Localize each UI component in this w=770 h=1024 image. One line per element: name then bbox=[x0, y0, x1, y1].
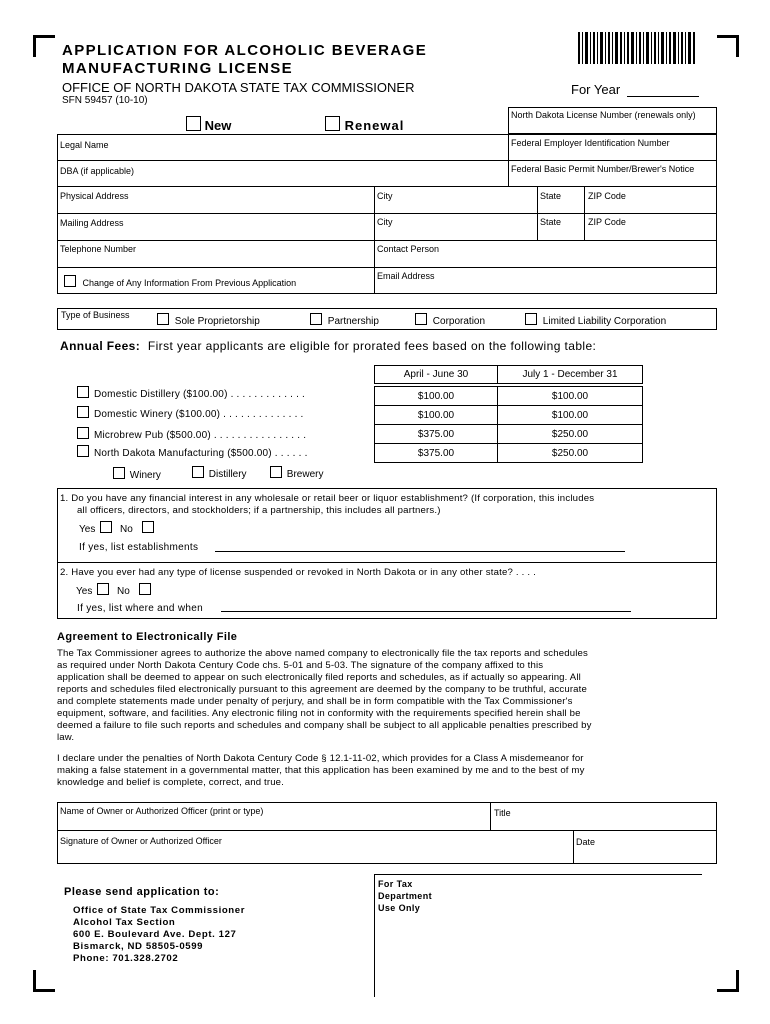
fee-row-label: North Dakota Manufacturing ($500.00) . . . . . . bbox=[93, 448, 308, 459]
corporation-checkbox[interactable] bbox=[415, 313, 427, 325]
agreement-line: application shall be deemed to appear on such electronically filed reports and schedules, as if actually so appearing. All bbox=[57, 672, 581, 683]
zip-field-1[interactable]: ZIP Code bbox=[588, 191, 626, 201]
question-1-followup: If yes, list establishments bbox=[79, 542, 199, 553]
agreement-heading: Agreement to Electronically File bbox=[57, 631, 238, 643]
declaration-line: making a false statement in a governmental matter, that this application has been examined by me and to the best of my bbox=[57, 765, 585, 776]
change-info-group[interactable] bbox=[64, 275, 296, 288]
partnership-checkbox[interactable] bbox=[310, 313, 322, 325]
owner-name-field[interactable]: Name of Owner or Authorized Officer (print or type) bbox=[60, 806, 264, 816]
sub-winery-label: Winery bbox=[129, 470, 161, 481]
mailing-address-line: 600 E. Boulevard Ave. Dept. 127 bbox=[73, 929, 237, 940]
dept-use-label: Use Only bbox=[378, 903, 421, 913]
q2-no-checkbox[interactable] bbox=[139, 583, 151, 595]
fee-row-label: Microbrew Pub ($500.00) . . . . . . . . . . . . . . . . bbox=[93, 430, 307, 441]
no-label: No bbox=[117, 586, 130, 597]
question-2-followup: If yes, list where and when bbox=[77, 603, 203, 614]
info-grid bbox=[57, 134, 717, 294]
annual-fees-heading bbox=[60, 339, 596, 353]
yes-label: Yes bbox=[76, 586, 93, 597]
sub-distillery-checkbox[interactable] bbox=[192, 466, 204, 478]
federal-permit-field[interactable]: Federal Basic Permit Number/Brewer's Notice bbox=[511, 164, 695, 174]
state-field-1[interactable]: State bbox=[540, 191, 562, 201]
legal-name-field[interactable]: Legal Name bbox=[60, 140, 109, 150]
partnership-option[interactable] bbox=[310, 313, 379, 327]
date-field[interactable]: Date bbox=[576, 837, 596, 847]
sub-option-brewery[interactable] bbox=[270, 466, 323, 480]
q1-establishments-input[interactable] bbox=[215, 551, 625, 552]
sub-option-distillery[interactable] bbox=[192, 466, 247, 480]
fee-value: $250.00 bbox=[497, 424, 643, 444]
mailing-address-field[interactable]: Mailing Address bbox=[60, 218, 124, 228]
corporation-label: Corporation bbox=[432, 316, 486, 327]
agreement-line: deemed a failure to file such reports and schedules and company shall be subject to all applicable penalties prescribed by bbox=[57, 720, 592, 731]
renewal-label: Renewal bbox=[344, 118, 405, 133]
change-info-checkbox[interactable] bbox=[64, 275, 76, 287]
annual-fees-label: Annual Fees: bbox=[60, 339, 141, 353]
dba-field[interactable]: DBA (if applicable) bbox=[60, 166, 135, 176]
question-1-line1: 1. Do you have any financial interest in any wholesale or retail beer or liquor establishment? (If corporation, this includes bbox=[60, 493, 595, 504]
sub-winery-checkbox[interactable] bbox=[113, 467, 125, 479]
fee-value: $375.00 bbox=[374, 424, 498, 444]
corner-mark-bottom-right bbox=[717, 970, 739, 992]
sole-proprietorship-checkbox[interactable] bbox=[157, 313, 169, 325]
sub-brewery-checkbox[interactable] bbox=[270, 466, 282, 478]
form-number: SFN 59457 (10-10) bbox=[62, 95, 148, 106]
fein-field[interactable]: Federal Employer Identification Number bbox=[511, 138, 670, 148]
llc-option[interactable] bbox=[525, 313, 666, 327]
nd-license-label: North Dakota License Number (renewals only) bbox=[511, 110, 696, 120]
sub-brewery-label: Brewery bbox=[286, 469, 324, 480]
change-info-label: Change of Any Information From Previous Application bbox=[82, 278, 297, 288]
question-2-no[interactable] bbox=[117, 583, 151, 597]
dept-use-label: For Tax bbox=[378, 879, 413, 889]
signature-field[interactable]: Signature of Owner or Authorized Officer bbox=[60, 836, 222, 846]
question-1-line2: all officers, directors, and stockholders; if a partnership, this includes all partners.) bbox=[77, 505, 441, 516]
fee-row-nd-manufacturing[interactable] bbox=[77, 445, 308, 459]
sole-proprietorship-label: Sole Proprietorship bbox=[174, 316, 260, 327]
title-field[interactable]: Title bbox=[494, 808, 511, 818]
new-checkbox-group[interactable] bbox=[186, 116, 231, 133]
fee-value: $100.00 bbox=[497, 386, 643, 406]
agreement-line: and complete statements made under penalty of perjury, and shall be in form compatible with the Tax Commissioner's bbox=[57, 696, 573, 707]
microbrew-checkbox[interactable] bbox=[77, 427, 89, 439]
q2-where-when-input[interactable] bbox=[221, 611, 631, 612]
corner-mark-bottom-left bbox=[33, 970, 55, 992]
fee-col-header-1: April - June 30 bbox=[374, 365, 498, 384]
nd-manufacturing-checkbox[interactable] bbox=[77, 445, 89, 457]
form-title-line1: APPLICATION FOR ALCOHOLIC BEVERAGE bbox=[62, 42, 428, 59]
for-year-input[interactable] bbox=[627, 96, 699, 97]
question-1-no[interactable] bbox=[120, 521, 154, 535]
fee-row-label: Domestic Distillery ($100.00) . . . . . . . . . . . . . bbox=[93, 389, 306, 400]
q1-no-checkbox[interactable] bbox=[142, 521, 154, 533]
llc-label: Limited Liability Corporation bbox=[542, 316, 667, 327]
llc-checkbox[interactable] bbox=[525, 313, 537, 325]
question-2: 2. Have you ever had any type of license suspended or revoked in North Dakota or in any other state? . . . . bbox=[60, 567, 536, 578]
no-label: No bbox=[120, 524, 133, 535]
fee-value: $100.00 bbox=[374, 405, 498, 425]
partnership-label: Partnership bbox=[327, 316, 379, 327]
corner-mark-top-left bbox=[33, 35, 55, 57]
city-field-2[interactable]: City bbox=[377, 217, 393, 227]
fee-value: $375.00 bbox=[374, 443, 498, 463]
mailing-address-line: Phone: 701.328.2702 bbox=[73, 953, 179, 964]
fee-row-distillery[interactable] bbox=[77, 386, 305, 400]
new-checkbox[interactable] bbox=[186, 116, 201, 131]
distillery-checkbox[interactable] bbox=[77, 386, 89, 398]
q2-yes-checkbox[interactable] bbox=[97, 583, 109, 595]
fee-row-winery[interactable] bbox=[77, 406, 304, 420]
for-year-label: For Year bbox=[571, 82, 621, 97]
renewal-checkbox[interactable] bbox=[325, 116, 340, 131]
fee-row-microbrew[interactable] bbox=[77, 427, 306, 441]
winery-checkbox[interactable] bbox=[77, 406, 89, 418]
form-title-line2: MANUFACTURING LICENSE bbox=[62, 60, 294, 77]
state-field-2[interactable]: State bbox=[540, 217, 562, 227]
fee-value: $100.00 bbox=[497, 405, 643, 425]
fee-value: $250.00 bbox=[497, 443, 643, 463]
zip-field-2[interactable]: ZIP Code bbox=[588, 217, 626, 227]
renewal-checkbox-group[interactable] bbox=[325, 116, 404, 133]
agreement-line: law. bbox=[57, 732, 75, 743]
physical-address-field[interactable]: Physical Address bbox=[60, 191, 129, 201]
agreement-line: The Tax Commissioner agrees to authorize the above named company to electronically file the tax reports and schedules bbox=[57, 648, 588, 659]
fee-value: $100.00 bbox=[374, 386, 498, 406]
mailing-address-line: Office of State Tax Commissioner bbox=[73, 905, 246, 916]
mailing-address-line: Alcohol Tax Section bbox=[73, 917, 176, 928]
business-type-label: Type of Business bbox=[61, 310, 130, 320]
dept-use-divider-vertical bbox=[374, 874, 375, 997]
email-field[interactable]: Email Address bbox=[377, 271, 435, 281]
sole-proprietorship-option[interactable] bbox=[157, 313, 260, 327]
new-label: New bbox=[204, 118, 232, 133]
send-application-heading: Please send application to: bbox=[64, 886, 220, 898]
dept-use-label: Department bbox=[378, 891, 433, 901]
city-field-1[interactable]: City bbox=[377, 191, 393, 201]
annual-fees-intro: First year applicants are eligible for prorated fees based on the following table: bbox=[147, 339, 597, 353]
telephone-field[interactable]: Telephone Number bbox=[60, 244, 137, 254]
agreement-line: equipment, software, and facilities. Any electronic filing not in conformity with the requirements specified herein shall be bbox=[57, 708, 581, 719]
sub-option-winery[interactable] bbox=[113, 467, 161, 481]
declaration-line: I declare under the penalties of North Dakota Century Code § 12.1-11-02, which provides for a Class A misdemeanor for bbox=[57, 753, 584, 764]
dept-use-divider-horizontal bbox=[374, 874, 702, 875]
fee-row-label: Domestic Winery ($100.00) . . . . . . . . . . . . . . bbox=[93, 409, 304, 420]
question-1-yes[interactable] bbox=[79, 521, 112, 535]
corporation-option[interactable] bbox=[415, 313, 485, 327]
contact-person-field[interactable]: Contact Person bbox=[377, 244, 440, 254]
question-2-yes[interactable] bbox=[76, 583, 109, 597]
sub-distillery-label: Distillery bbox=[208, 469, 247, 480]
q1-yes-checkbox[interactable] bbox=[100, 521, 112, 533]
declaration-line: knowledge and belief is complete, correct, and true. bbox=[57, 777, 284, 788]
agreement-line: reports and schedules filed electronically pursuant to this agreement are deemed by the company to be truthful, accurate bbox=[57, 684, 587, 695]
fee-col-header-2: July 1 - December 31 bbox=[497, 365, 643, 384]
mailing-address-line: Bismarck, ND 58505-0599 bbox=[73, 941, 204, 952]
agreement-line: as required under North Dakota Century Code chs. 5-01 and 5-03. The signature of the company affixed to this bbox=[57, 660, 544, 671]
corner-mark-top-right bbox=[717, 35, 739, 57]
barcode-icon bbox=[578, 32, 696, 64]
yes-label: Yes bbox=[79, 524, 96, 535]
office-name: OFFICE OF NORTH DAKOTA STATE TAX COMMISSIONER bbox=[62, 80, 415, 95]
